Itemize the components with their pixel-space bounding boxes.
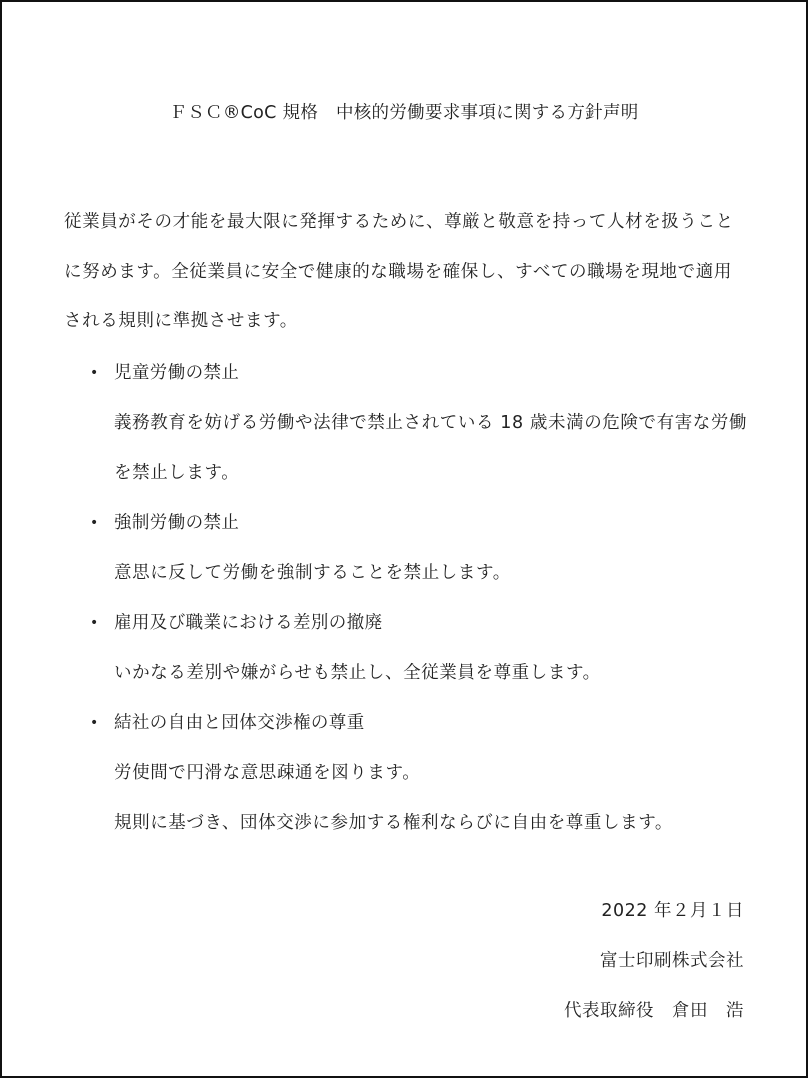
signer-name: 代表取締役 倉田 浩 (564, 1001, 744, 1021)
policy-description: 義務教育を妨げる労働や法律で禁止されている 18 歳未満の危険で有害な労働を禁止します。 (114, 413, 748, 483)
policy-description: 労使間で円滑な意思疎通を図ります。 (114, 763, 421, 783)
policy-list (86, 348, 750, 848)
bullet-icon: • (90, 715, 99, 731)
policy-heading: 強制労働の禁止 (114, 513, 240, 533)
policy-heading: 児童労働の禁止 (114, 363, 240, 383)
policy-item-forced-labor (86, 498, 750, 598)
policy-heading: 雇用及び職業における差別の撤廃 (114, 613, 383, 633)
company-name: 富士印刷株式会社 (600, 951, 744, 971)
bullet-icon: • (90, 365, 99, 381)
policy-heading: 結社の自由と団体交渉権の尊重 (114, 713, 365, 733)
policy-description: 意思に反して労働を強制することを禁止します。 (114, 563, 511, 583)
document-title: ＦＳＣ®CoC 規格 中核的労働要求事項に関する方針声明 (169, 103, 639, 123)
issue-date: 2022 年２月１日 (601, 901, 744, 921)
signature-block (564, 886, 744, 1036)
bullet-icon: • (90, 615, 99, 631)
bullet-icon: • (90, 515, 99, 531)
policy-description: いかなる差別や嫌がらせも禁止し、全従業員を尊重します。 (114, 663, 601, 683)
policy-item-freedom-of-association (86, 698, 750, 848)
policy-item-discrimination (86, 598, 750, 698)
policy-item-child-labor (86, 348, 750, 498)
intro-paragraph: 従業員がその才能を最大限に発揮するために、尊厳と敬意を持って人材を扱うことに努めます。全従業員に安全で健康的な職場を確保し、すべての職場を現地で適用される規則に準拠させます。 (64, 212, 734, 331)
policy-description: 規則に基づき、団体交渉に参加する権利ならびに自由を尊重します。 (114, 813, 673, 833)
